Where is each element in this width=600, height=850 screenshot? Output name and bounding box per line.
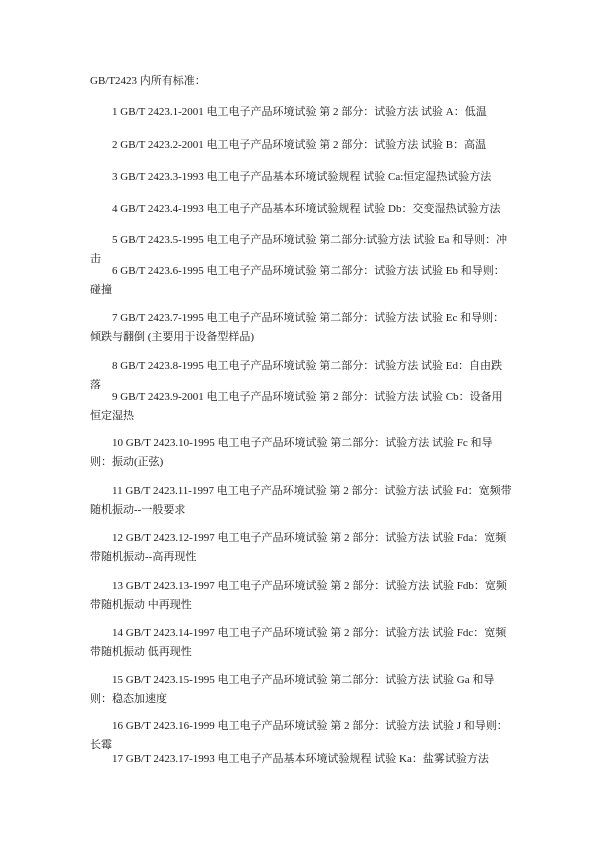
standard-item: 14 GB/T 2423.14-1997 电工电子产品环境试验 第 2 部分：试验方法 试验 Fdc：宽频带随机振动 低再现性 (90, 627, 507, 658)
standard-item: 5 GB/T 2423.5-1995 电工电子产品环境试验 第二部分:试验方法 试验 Ea 和导则：冲击 (90, 234, 508, 265)
standard-item: 9 GB/T 2423.9-2001 电工电子产品环境试验 第 2 部分：试验方法 试验 Cb：设备用恒定湿热 (90, 391, 503, 422)
standard-item: 15 GB/T 2423.15-1995 电工电子产品环境试验 第二部分：试验方法 试验 Ga 和导则：稳态加速度 (90, 674, 495, 705)
standard-item: 16 GB/T 2423.16-1999 电工电子产品环境试验 第 2 部分：试验方法 试验 J 和导则：长霉 (90, 720, 508, 751)
standard-item: 1 GB/T 2423.1-2001 电工电子产品环境试验 第 2 部分：试验方法 试验 A：低温 (112, 106, 487, 118)
document-heading: GB/T2423 内所有标准： (90, 75, 206, 87)
standard-item: 6 GB/T 2423.6-1995 电工电子产品环境试验 第二部分：试验方法 试验 Eb 和导则： 碰撞 (90, 265, 505, 296)
standard-item: 12 GB/T 2423.12-1997 电工电子产品环境试验 第 2 部分：试验方法 试验 Fda：宽频带随机振动--高再现性 (90, 532, 507, 563)
standard-item: 4 GB/T 2423.4-1993 电工电子产品基本环境试验规程 试验 Db：交变湿热试验方法 (112, 203, 501, 215)
standard-item: 7 GB/T 2423.7-1995 电工电子产品环境试验 第二部分：试验方法 试验 Ec 和导则：倾跌与翻倒 (主要用于设备型样品) (90, 312, 505, 343)
standard-item: 11 GB/T 2423.11-1997 电工电子产品环境试验 第 2 部分：试验方法 试验 Fd：宽频带随机振动--一般要求 (90, 485, 512, 516)
standard-item: 13 GB/T 2423.13-1997 电工电子产品环境试验 第 2 部分：试验方法 试验 Fdb：宽频带随机振动 中再现性 (90, 580, 507, 611)
standard-item: 10 GB/T 2423.10-1995 电工电子产品环境试验 第二部分：试验方法 试验 Fc 和导则：振动(正弦) (90, 437, 493, 468)
standard-item: 17 GB/T 2423.17-1993 电工电子产品基本环境试验规程 试验 Ka：盐雾试验方法 (112, 753, 489, 765)
standard-item: 8 GB/T 2423.8-1995 电工电子产品环境试验 第二部分：试验方法 试验 Ed：自由跌落 (90, 360, 502, 391)
standard-item: 2 GB/T 2423.2-2001 电工电子产品环境试验 第 2 部分：试验方法 试验 B：高温 (112, 139, 487, 151)
standard-item: 3 GB/T 2423.3-1993 电工电子产品基本环境试验规程 试验 Ca:恒定湿热试验方法 (112, 171, 492, 183)
